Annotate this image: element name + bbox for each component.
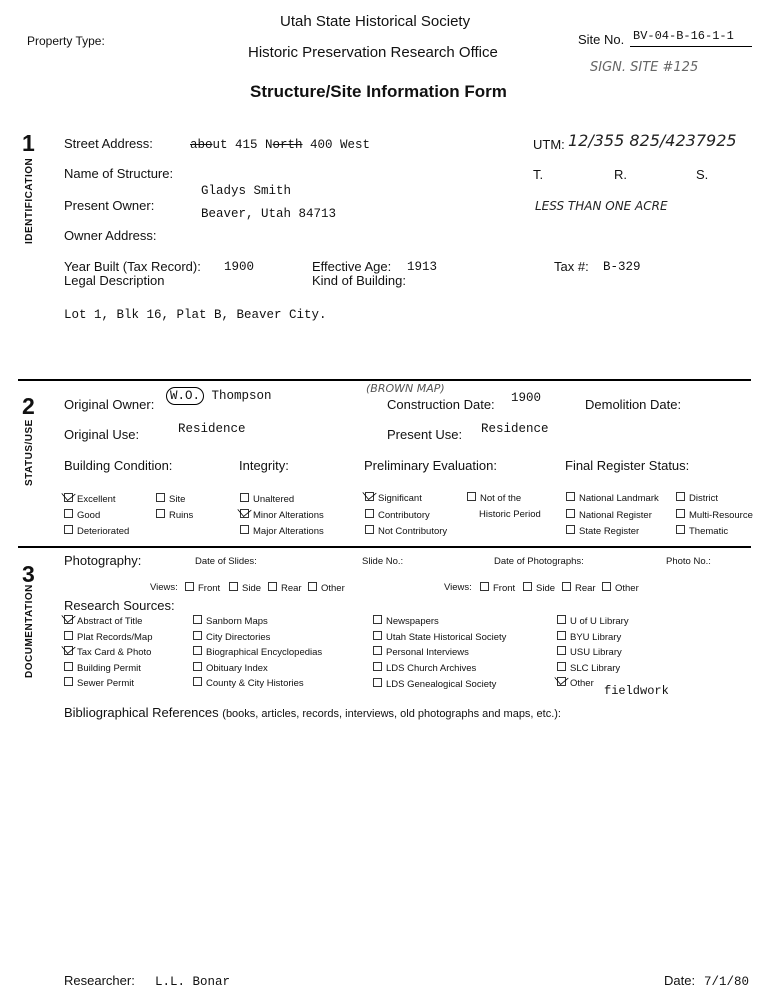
prelim-not-contributory[interactable]: Not Contributory [365, 525, 447, 537]
final-district[interactable]: District [676, 492, 718, 504]
owner-address-label: Owner Address: [64, 228, 157, 243]
checkbox[interactable] [193, 615, 202, 624]
street-address-label: Street Address: [64, 136, 153, 151]
present-use-value: Residence [481, 422, 549, 436]
range-label: R. [614, 167, 627, 182]
construction-date-label: Construction Date: [387, 397, 495, 412]
checkbox[interactable] [373, 631, 382, 640]
present-use-label: Present Use: [387, 427, 463, 442]
section2-number: 2 [22, 393, 35, 419]
checkbox[interactable] [467, 492, 476, 501]
final-state-register[interactable]: State Register [566, 525, 639, 537]
source-sanborn[interactable]: Sanborn Maps [193, 615, 268, 627]
owner-address-value: Beaver, Utah 84713 [201, 207, 337, 221]
section1-number: 1 [22, 130, 35, 156]
property-type-label: Property Type: [27, 34, 105, 48]
checkbox[interactable] [229, 582, 238, 591]
source-other-value: fieldwork [604, 684, 669, 698]
site-no-label: Site No. [578, 32, 625, 47]
slide-views-label: Views: [150, 582, 178, 593]
researcher-label: Researcher: [64, 973, 135, 988]
checkbox-checked[interactable] [64, 493, 73, 502]
checkbox-checked[interactable] [64, 615, 73, 624]
source-other[interactable]: Other [557, 677, 594, 689]
source-lds-genealogical[interactable]: LDS Genealogical Society [373, 678, 496, 690]
research-sources-label: Research Sources: [64, 598, 175, 613]
effective-age-label: Effective Age: [312, 259, 392, 274]
photo-views-label: Views: [444, 582, 472, 593]
slide-view-front[interactable]: Front [185, 582, 220, 594]
photography-label: Photography: [64, 553, 142, 568]
legal-description-label: Legal Description [64, 273, 165, 288]
source-sewer-permit[interactable]: Sewer Permit [64, 677, 134, 689]
date-label: Date: [664, 973, 696, 988]
section2-divider [18, 546, 751, 548]
photo-view-rear[interactable]: Rear [562, 582, 596, 594]
tax-number-value: B-329 [603, 260, 641, 274]
site-no-value: BV-04-B-16-1-1 [633, 29, 734, 43]
site-no-underline [630, 46, 752, 47]
source-abstract[interactable]: Abstract of Title [64, 615, 142, 627]
checkbox[interactable] [373, 646, 382, 655]
slide-no-label: Slide No.: [362, 556, 404, 567]
checkbox[interactable] [64, 677, 73, 686]
condition-site[interactable]: Site [156, 493, 185, 505]
street-address-value: about 415 North 400 West [190, 138, 371, 152]
checkbox-checked[interactable] [64, 646, 73, 655]
photo-view-other[interactable]: Other [602, 582, 639, 594]
checkbox[interactable] [193, 677, 202, 686]
checkbox[interactable] [676, 492, 685, 501]
condition-ruins[interactable]: Ruins [156, 509, 193, 521]
checkbox[interactable] [365, 509, 374, 518]
source-obituary[interactable]: Obituary Index [193, 662, 268, 674]
checkbox[interactable] [523, 582, 532, 591]
source-city-directories[interactable]: City Directories [193, 631, 270, 643]
checkbox[interactable] [480, 582, 489, 591]
checkbox[interactable] [193, 646, 202, 655]
checkbox[interactable] [373, 678, 382, 687]
checkbox[interactable] [602, 582, 611, 591]
checkbox[interactable] [557, 631, 566, 640]
photo-view-side[interactable]: Side [523, 582, 555, 594]
photo-view-front[interactable]: Front [480, 582, 515, 594]
final-national-register[interactable]: National Register [566, 509, 652, 521]
site-note: SIGN. SITE #125 [590, 60, 699, 75]
section1-side-label: IDENTIFICATION [24, 157, 35, 244]
checkbox[interactable] [566, 525, 575, 534]
form-title: Structure/Site Information Form [250, 82, 507, 101]
checkbox[interactable] [676, 525, 685, 534]
checkbox[interactable] [240, 493, 249, 502]
checkbox[interactable] [64, 525, 73, 534]
checkbox[interactable] [373, 615, 382, 624]
final-multi-resource[interactable]: Multi-Resource [676, 509, 753, 521]
preliminary-evaluation-label: Preliminary Evaluation: [364, 458, 497, 473]
original-use-label: Original Use: [64, 427, 140, 442]
acreage-note: LESS THAN ONE ACRE [535, 199, 668, 213]
tax-number-label: Tax #: [554, 259, 589, 274]
checkbox[interactable] [185, 582, 194, 591]
source-u-of-u[interactable]: U of U Library [557, 615, 629, 627]
original-use-value: Residence [178, 422, 246, 436]
utm-value: 12/355 825/4237925 [568, 131, 737, 150]
condition-good[interactable]: Good [64, 509, 100, 521]
township-label: T. [533, 167, 544, 182]
source-county-histories[interactable]: County & City Histories [193, 677, 304, 689]
checkbox-checked[interactable] [365, 492, 374, 501]
checkbox[interactable] [566, 492, 575, 501]
checkbox[interactable] [557, 662, 566, 671]
checkbox[interactable] [268, 582, 277, 591]
section-label: S. [696, 167, 709, 182]
building-condition-label: Building Condition: [64, 458, 173, 473]
source-interviews[interactable]: Personal Interviews [373, 646, 469, 658]
present-owner-label: Present Owner: [64, 198, 155, 213]
source-biographical[interactable]: Biographical Encyclopedias [193, 646, 322, 658]
checkbox[interactable] [676, 509, 685, 518]
source-usu[interactable]: USU Library [557, 646, 622, 658]
construction-date-value: 1900 [511, 391, 542, 405]
original-owner-value: W.O. Thompson [166, 389, 272, 403]
checkbox[interactable] [64, 662, 73, 671]
condition-excellent[interactable]: Excellent [64, 493, 116, 505]
source-ushs[interactable]: Utah State Historical Society [373, 631, 506, 643]
checkbox[interactable] [193, 662, 202, 671]
org-name: Utah State Historical Society [280, 13, 471, 30]
checkbox[interactable] [64, 509, 73, 518]
original-owner-note: (BROWN MAP) [366, 382, 445, 395]
original-owner-label: Original Owner: [64, 397, 155, 412]
section3-side-label: DOCUMENTATION [24, 584, 35, 678]
date-of-photographs-label: Date of Photographs: [494, 556, 584, 567]
source-byu[interactable]: BYU Library [557, 631, 621, 643]
checkbox[interactable] [193, 631, 202, 640]
checkbox[interactable] [557, 646, 566, 655]
checkbox-checked[interactable] [557, 677, 566, 686]
source-building-permit[interactable]: Building Permit [64, 662, 141, 674]
source-newspapers[interactable]: Newspapers [373, 615, 439, 627]
final-register-label: Final Register Status: [565, 458, 690, 473]
office-name: Historic Preservation Research Office [248, 44, 498, 61]
prelim-contributory[interactable]: Contributory [365, 509, 430, 521]
slide-view-other[interactable]: Other [308, 582, 345, 594]
checkbox[interactable] [365, 525, 374, 534]
date-of-slides-label: Date of Slides: [195, 556, 257, 567]
utm-label: UTM: [533, 137, 565, 152]
checkbox[interactable] [373, 662, 382, 671]
checkbox[interactable] [557, 615, 566, 624]
checkbox[interactable] [562, 582, 571, 591]
effective-age-value: 1913 [407, 260, 438, 274]
date-value: 7/1/80 [704, 975, 750, 989]
section2-side-label: STATUS/USE [24, 419, 35, 486]
final-national-landmark[interactable]: National Landmark [566, 492, 659, 504]
checkbox[interactable] [308, 582, 317, 591]
prelim-historic-period: Historic Period [479, 509, 541, 520]
checkbox[interactable] [240, 525, 249, 534]
checkbox[interactable] [156, 509, 165, 518]
slide-view-rear[interactable]: Rear [268, 582, 302, 594]
checkbox-checked[interactable] [240, 509, 249, 518]
source-slc[interactable]: SLC Library [557, 662, 620, 674]
integrity-label: Integrity: [239, 458, 289, 473]
condition-deteriorated[interactable]: Deteriorated [64, 525, 129, 537]
checkbox[interactable] [64, 631, 73, 640]
source-plat-records[interactable]: Plat Records/Map [64, 631, 153, 643]
integrity-minor[interactable]: Minor Alterations [240, 509, 324, 521]
year-built-label: Year Built (Tax Record): [64, 259, 201, 274]
section3-number: 3 [22, 561, 35, 587]
slide-view-side[interactable]: Side [229, 582, 261, 594]
year-built-value: 1900 [224, 260, 255, 274]
final-thematic[interactable]: Thematic [676, 525, 728, 537]
source-tax-card[interactable]: Tax Card & Photo [64, 646, 151, 658]
researcher-value: L.L. Bonar [155, 975, 231, 989]
owner-name-value: Gladys Smith [201, 184, 292, 198]
photo-no-label: Photo No.: [666, 556, 711, 567]
section1-divider [18, 379, 751, 381]
checkbox[interactable] [566, 509, 575, 518]
integrity-unaltered[interactable]: Unaltered [240, 493, 294, 505]
integrity-major[interactable]: Major Alterations [240, 525, 324, 537]
source-lds-archives[interactable]: LDS Church Archives [373, 662, 476, 674]
bibliographical-references-label: Bibliographical References (books, articles, records, interviews, old photographs and maps, etc.): [64, 705, 561, 720]
prelim-not-historic[interactable]: Not of the [467, 492, 521, 504]
kind-of-building-label: Kind of Building: [312, 273, 406, 288]
prelim-significant[interactable]: Significant [365, 492, 422, 504]
demolition-date-label: Demolition Date: [585, 397, 682, 412]
legal-description-value: Lot 1, Blk 16, Plat B, Beaver City. [64, 308, 327, 322]
structure-name-label: Name of Structure: [64, 166, 174, 181]
checkbox[interactable] [156, 493, 165, 502]
